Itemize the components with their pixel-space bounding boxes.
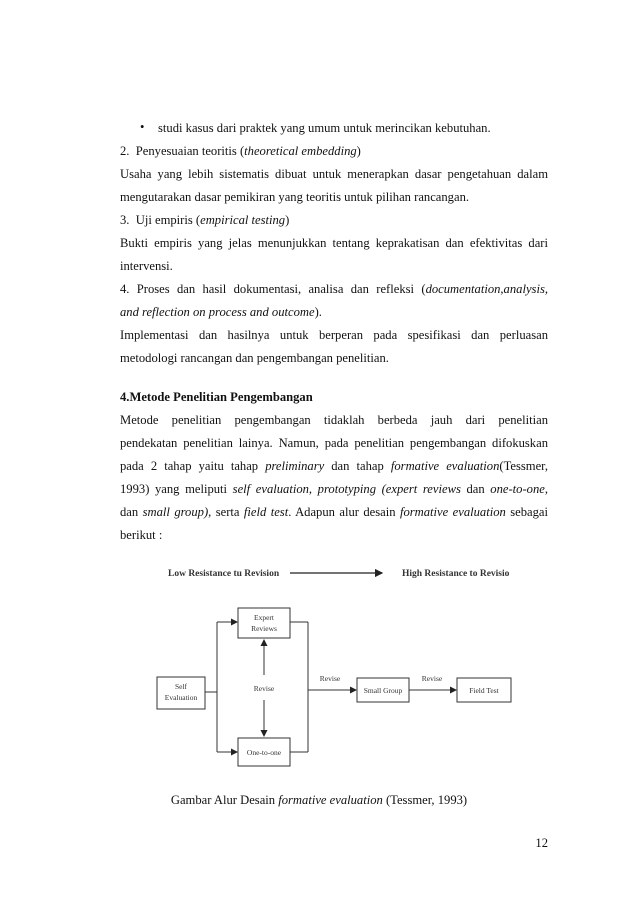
expert-reviews-line1: Expert xyxy=(254,613,274,622)
revise-right-label: Revise xyxy=(421,674,443,683)
item4-heading-line2: and reflection on process and outcome). xyxy=(120,305,322,319)
item3-line2: intervensi. xyxy=(120,259,173,273)
item4-line1: Implementasi dan hasilnya untuk berperan pada spesifikasi dan perluasan xyxy=(120,328,548,342)
low-resistance-label: Low Resistance tu Revision xyxy=(168,569,280,579)
item4-heading-line1: 4. Proses dan hasil dokumentasi, analisa dan refleksi (documentation,analysis, xyxy=(120,282,548,296)
section-p2: pendekatan penelitian lainya. Namun, pada penelitian pengembangan difokuskan xyxy=(120,436,548,450)
bullet-marker: • xyxy=(140,120,145,134)
revise-center-label: Revise xyxy=(253,684,275,693)
section-p5: dan small group), serta field test. Adapun alur desain formative evaluation sebagai xyxy=(120,505,549,519)
one-to-one-label: One-to-one xyxy=(246,748,282,757)
section-p6: berikut : xyxy=(120,528,163,542)
expert-reviews-line2: Reviews xyxy=(251,624,277,633)
field-test-label: Field Test xyxy=(469,686,499,695)
figure-caption: Gambar Alur Desain formative evaluation (Tessmer, 1993) xyxy=(170,793,468,807)
item3-line1: Bukti empiris yang jelas menunjukkan tentang keprakatisan dan efektivitas dari xyxy=(120,236,548,250)
high-resistance-label: High Resistance to Revisio xyxy=(402,569,510,579)
self-evaluation-line1: Self xyxy=(174,682,188,691)
bullet-text: studi kasus dari praktek yang umum untuk merincikan kebutuhan. xyxy=(158,121,491,135)
section-p1: Metode penelitian pengembangan tidaklah berbeda jauh dari penelitian xyxy=(120,413,548,427)
item2-line1: Usaha yang lebih sistematis dibuat untuk menerapkan dasar pengetahuan dalam xyxy=(120,167,548,181)
section-p4: 1993) yang meliputi self evaluation, prototyping (expert reviews dan one-to-one, xyxy=(120,482,548,496)
item4-line2: metodologi rancangan dan pengembangan penelitian. xyxy=(120,351,389,365)
item2-line2: mengutarakan dasar pemikiran yang teoritis untuk pilihan rancangan. xyxy=(120,190,470,204)
item2-heading: 2. Penyesuaian teoritis (theoretical embedding) xyxy=(120,144,361,158)
item3-heading: 3. Uji empiris (empirical testing) xyxy=(120,213,290,227)
page-number: 12 xyxy=(535,836,548,850)
revise-mid-label: Revise xyxy=(319,674,341,683)
section-p3: pada 2 tahap yaitu tahap preliminary dan tahap formative evaluation(Tessmer, xyxy=(120,459,549,473)
section-title: 4.Metode Penelitian Pengembangan xyxy=(120,390,313,404)
small-group-label: Small Group xyxy=(363,686,403,695)
self-evaluation-line2: Evaluation xyxy=(164,693,198,702)
